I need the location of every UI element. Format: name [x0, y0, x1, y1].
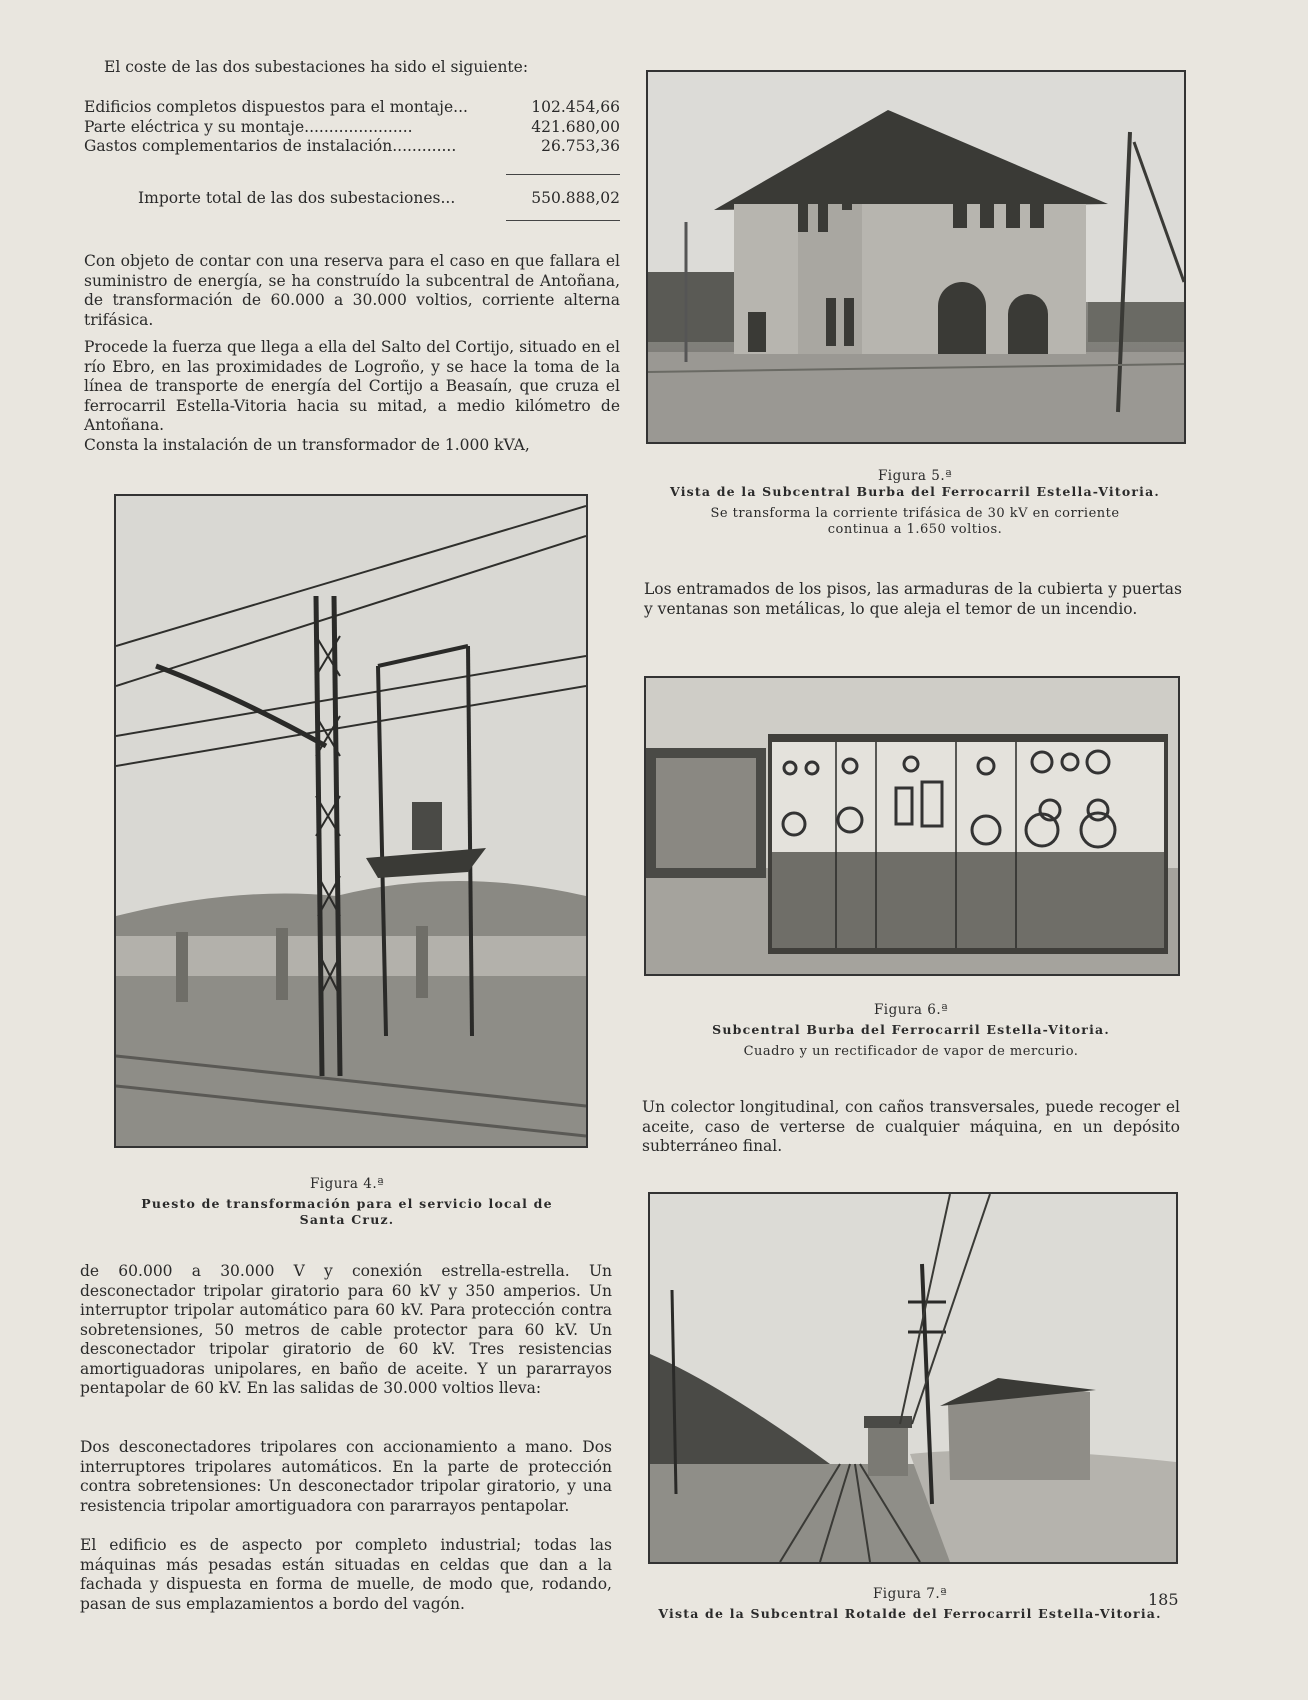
cost-value: 421.680,00	[531, 117, 620, 136]
figure-6-desc: Cuadro y un rectificador de vapor de mercurio.	[743, 1044, 1079, 1059]
figure-5-label: Figura 5.ª	[877, 468, 953, 484]
railway-substation-photo-icon	[650, 1194, 1176, 1562]
cost-row	[84, 98, 620, 118]
cost-value: 102.454,66	[531, 98, 620, 116]
paragraph-metal-structures: Los entramados de los pisos, las armaduras de la cubierta y puertas y ventanas son metálicas, lo que aleja el temor de un incendio.	[644, 580, 1182, 618]
cost-label: Edificios completos dispuestos para el montaje...	[84, 98, 468, 116]
figure-6-caption	[646, 1002, 1176, 1060]
figure-5-caption	[650, 468, 1180, 538]
cost-label: Parte eléctrica y su montaje......................	[84, 117, 413, 136]
transformer-tower-photo-icon	[116, 496, 586, 1146]
cost-table	[84, 98, 620, 157]
total-label: Importe total de las dos subestaciones...	[138, 189, 456, 207]
paragraph-oil-collector: Un colector longitudinal, con caños transversales, puede recoger el aceite, caso de verterse de cualquier máquina, en un depósito subterráneo final.	[642, 1098, 1180, 1155]
paragraph-power-source: Procede la fuerza que llega a ella del Salto del Cortijo, situado en el río Ebro, en las proximidades de Logroño, y se hace la toma de la línea de transporte de energía del Cortijo a Beasaín, que cruza el ferrocarril Estella-Vitoria hacia su mitad, a medio kilómetro de Antoñana.	[84, 338, 620, 434]
cost-value: 26.753,36	[541, 137, 620, 155]
cost-row	[84, 118, 620, 138]
cost-label: Gastos complementarios de instalación.............	[84, 137, 457, 155]
paragraph-equipment: de 60.000 a 30.000 V y conexión estrella-estrella. Un desconectador tripolar giratorio para 60 kV y 350 amperios. Un interruptor tripolar automático para 60 kV. Para protección contra sobretensiones, 50 metros de cable protector para 60 kV. Un desconectador tripolar giratorio de 60 kV. Tres resistencias amortiguadoras unipolares, en baño de aceite. Y un pararrayos pentapolar de 60 kV. En las salidas de 30.000 voltios lleva:	[80, 1262, 612, 1397]
figure-4-caption	[102, 1176, 592, 1228]
figure-4-label: Figura 4.ª	[309, 1176, 385, 1192]
intro-text: El coste de las dos subestaciones ha sido el siguiente:	[104, 58, 529, 76]
cost-row	[84, 137, 620, 157]
figure-7-photo	[648, 1192, 1178, 1564]
switchboard-photo-icon	[646, 678, 1178, 974]
figure-5-desc: Se transforma la corriente trifásica de 30 kV en corriente continua a 1.650 voltios.	[710, 506, 1120, 537]
figure-7-caption	[640, 1586, 1180, 1622]
sum-rule	[506, 174, 620, 175]
building-photo-icon	[648, 72, 1184, 442]
paragraph-outputs: Dos desconectadores tripolares con accionamiento a mano. Dos interruptores tripolares automáticos. En la parte de protección contra sobretensiones: Un desconectador tripolar giratorio, y una resistencia tripolar amortiguadora con pararrayos pentapolar.	[80, 1438, 612, 1515]
figure-4-photo	[114, 494, 588, 1148]
total-value: 550.888,02	[531, 189, 620, 207]
total-row	[138, 189, 620, 209]
total-rule	[506, 220, 620, 221]
figure-6-photo	[644, 676, 1180, 976]
figure-6-label: Figura 6.ª	[873, 1002, 949, 1018]
figure-5-title: Vista de la Subcentral Burba del Ferrocarril Estella-Vitoria.	[670, 484, 1160, 499]
paragraph-reserve: Con objeto de contar con una reserva para el caso en que fallara el suministro de energía, se ha construído la subcentral de Antoñana, de transformación de 60.000 a 30.000 voltios, corriente alterna trifásica.	[84, 252, 620, 329]
figure-5-photo	[646, 70, 1186, 444]
page-number: 185	[1148, 1590, 1179, 1609]
paragraph-installation: Consta la instalación de un transformador de 1.000 kVA,	[84, 436, 530, 454]
figure-7-title: Vista de la Subcentral Rotalde del Ferrocarril Estella-Vitoria.	[658, 1606, 1162, 1621]
figure-4-title: Puesto de transformación para el servicio local de Santa Cruz.	[141, 1196, 553, 1227]
figure-7-label: Figura 7.ª	[872, 1586, 948, 1602]
paragraph-building: El edificio es de aspecto por completo industrial; todas las máquinas más pesadas están situadas en celdas que dan a la fachada y dispuesta en forma de muelle, de modo que, rodando, pasan de sus emplazamientos a bordo del vagón.	[80, 1536, 612, 1613]
figure-6-title: Subcentral Burba del Ferrocarril Estella-Vitoria.	[712, 1022, 1110, 1037]
